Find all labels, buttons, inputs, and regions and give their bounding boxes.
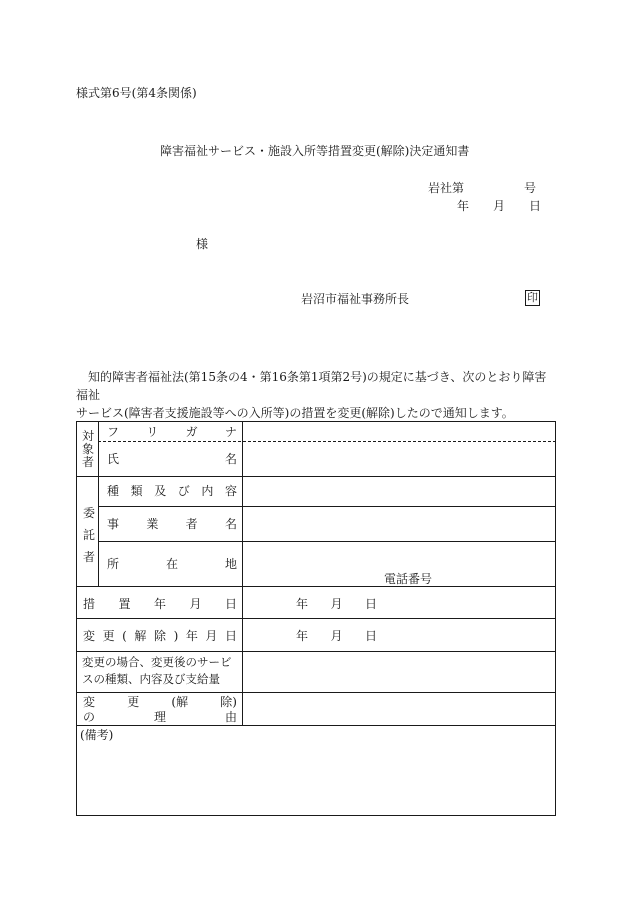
change-date-label: 変 更 ( 解 除 ) 年 月 日: [83, 629, 237, 643]
addressee-suffix: 様: [196, 237, 209, 251]
divider: [98, 422, 99, 476]
document-title: 障害福祉サービス・施設入所等措置変更(解除)決定通知書: [160, 144, 470, 158]
service-kind-label: 種 類 及 び 内 容: [107, 484, 237, 498]
change-date-value: 年 月 日: [296, 629, 377, 643]
notice-table: [76, 421, 556, 816]
notice-body-line-1: 知的障害者福祉法(第15条の4・第16条第1項第2号)の規定に基づき、次のとおり障害福祉: [76, 370, 547, 402]
sender-name: 岩沼市福祉事務所長: [301, 292, 410, 306]
divider: [77, 586, 555, 587]
divider: [77, 618, 555, 619]
reason-label-line-1: 変 更 (解 除): [83, 695, 237, 709]
furigana-label: フ リ ガ ナ: [107, 425, 237, 439]
changed-service-label-line-2: スの種類、内容及び支給量: [82, 672, 220, 686]
notice-body: [76, 368, 556, 422]
operator-name-label: 事 業 者 名: [107, 517, 237, 531]
issue-date: 年 月 日: [457, 199, 542, 213]
notice-body-line-2: サービス(障害者支援施設等への入所等)の措置を変更(解除)したので通知します。: [76, 406, 514, 420]
subject-group-label: 対象者: [81, 429, 94, 469]
measure-date-label: 措 置 年 月 日: [83, 597, 237, 611]
divider: [242, 422, 243, 725]
divider: [77, 476, 555, 477]
consignee-group-label: 委 託 者: [82, 506, 95, 564]
name-label: 氏 名: [107, 452, 237, 466]
divider: [98, 506, 555, 507]
form-reference: 様式第6号(第4条関係): [76, 86, 197, 100]
reason-label-line-2: の 理 由: [83, 710, 237, 724]
divider: [77, 725, 555, 726]
phone-number-label: 電話番号: [384, 572, 433, 586]
divider: [98, 476, 99, 586]
divider: [77, 692, 555, 693]
divider: [77, 651, 555, 652]
divider: [98, 441, 556, 442]
measure-date-value: 年 月 日: [296, 597, 377, 611]
remarks-label: (備考): [80, 728, 114, 742]
changed-service-label-line-1: 変更の場合、変更後のサービ: [82, 655, 232, 669]
seal-mark: 印: [527, 291, 538, 304]
divider: [98, 541, 555, 542]
address-label: 所 在 地: [107, 557, 237, 571]
reference-number: 岩社第 号: [428, 181, 537, 195]
